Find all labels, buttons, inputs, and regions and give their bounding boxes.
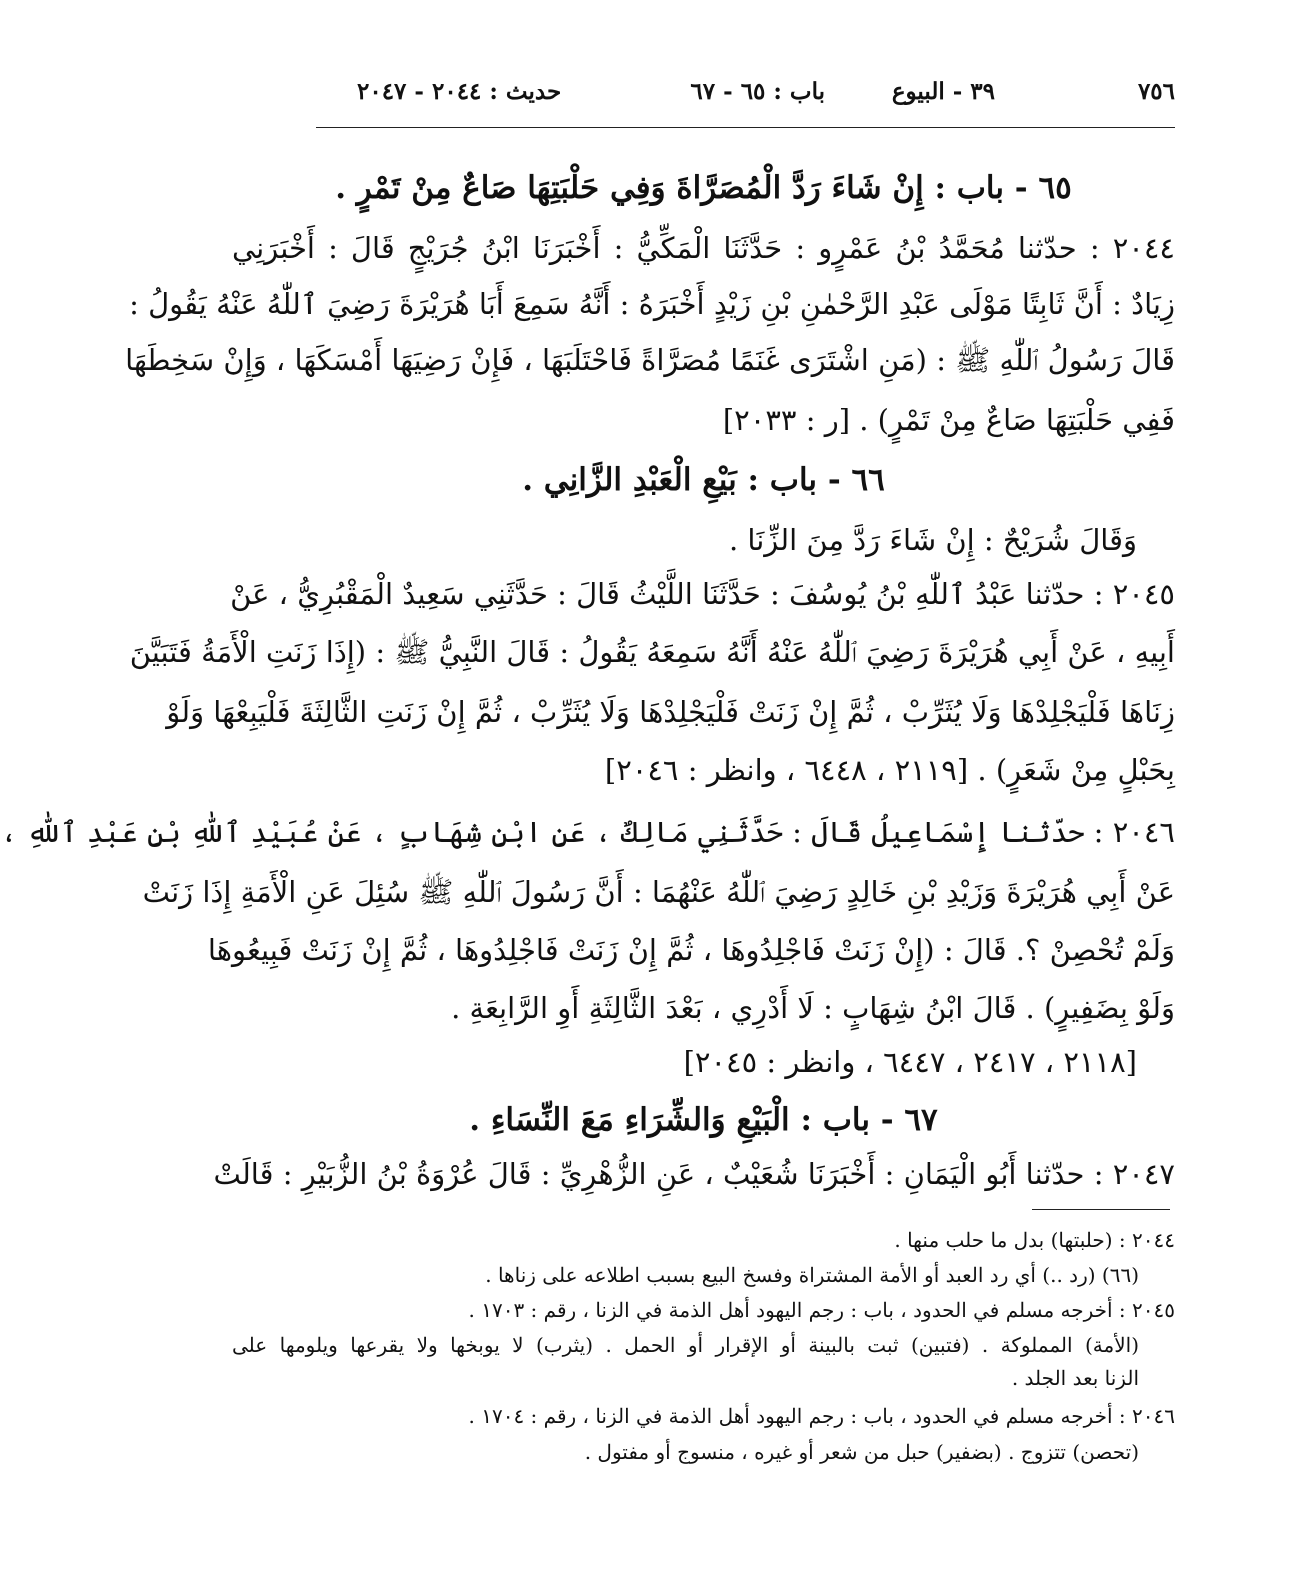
page-number: ٧٥٦ xyxy=(1137,78,1175,105)
hadith-2046-references: [٢١١٨ ، ٢٤١٧ ، ٦٤٤٧ ، وانظر : ٢٠٤٥] xyxy=(683,1045,1137,1079)
hadith-2044-line-4: فَفِي حَلْبَتِهَا صَاعٌ مِنْ تَمْرٍ) . [ر : ٢٠٣٣] xyxy=(722,403,1175,437)
footnote-line: الزنا بعد الجلد . xyxy=(1011,1366,1139,1390)
hadith-2046-line-1: ٢٠٤٦ : حدّثنا إِسْمَاعِيلُ قَالَ : حَدَّثَنِي مَالِكٌ ، عَنِ ابْنِ شِهَابٍ ، عَنْ عُبَيْدِ ٱللّٰهِ بْنِ عَبْدِ ٱللّٰهِ ، xyxy=(0,815,1175,849)
chapter-66-note: وَقَالَ شُرَيْحٌ : إِنْ شَاءَ رَدَّ مِنَ الزِّنَا . xyxy=(728,523,1137,557)
chapter-heading-67: ٦٧ - باب : الْبَيْعِ وَالشِّرَاءِ مَعَ النِّسَاءِ . xyxy=(469,1102,938,1138)
hadith-range: حديث : ٢٠٤٤ - ٢٠٤٧ xyxy=(357,78,562,105)
hadith-2045-line-1: ٢٠٤٥ : حدّثنا عَبْدُ ٱللّٰهِ بْنُ يُوسُفَ : حَدَّثَنَا اللَّيْثُ قَالَ : حَدَّثَنِي سَعِيدٌ الْمَقْبُرِيُّ ، عَنْ xyxy=(230,577,1175,611)
header-divider xyxy=(316,127,1175,128)
hadith-2044-line-1: ٢٠٤٤ : حدّثنا مُحَمَّدُ بْنُ عَمْرٍو : حَدَّثَنَا الْمَكِّيُّ : أَخْبَرَنَا ابْنُ جُرَيْجٍ قَالَ : أَخْبَرَنِي xyxy=(232,231,1175,265)
book-title: ٣٩ - البيوع xyxy=(891,78,995,105)
hadith-2045-line-2: أَبِيهِ ، عَنْ أَبِي هُرَيْرَةَ رَضِيَ ٱللّٰهُ عَنْهُ أَنَّهُ سَمِعَهُ يَقُولُ : قَالَ النَّبِيُّ ﷺ : (إِذَا زَنَتِ الْأَمَةُ فَتَبَيَّنَ xyxy=(129,635,1175,669)
footnote-line: ٢٠٤٤ : (حلبتها) بدل ما حلب منها . xyxy=(894,1228,1175,1252)
hadith-2044-line-3: قَالَ رَسُولُ ٱللّٰهِ ﷺ : (مَنِ اشْتَرَى غَنَمًا مُصَرَّاةً فَاحْتَلَبَهَا ، فَإِنْ رَضِيَهَا أَمْسَكَهَا ، وَإِنْ سَخِطَهَا xyxy=(125,343,1175,377)
hadith-2046-line-4: وَلَوْ بِضَفِيرٍ) . قَالَ ابْنُ شِهَابٍ : لَا أَدْرِي ، بَعْدَ الثَّالِثَةِ أَوِ الرَّابِعَةِ . xyxy=(451,991,1175,1025)
footnote-line: ٢٠٤٦ : أخرجه مسلم في الحدود ، باب : رجم اليهود أهل الذمة في الزنا ، رقم : ١٧٠٤ . xyxy=(468,1404,1175,1428)
hadith-2046-line-3: وَلَمْ تُحْصِنْ ؟. قَالَ : (إِنْ زَنَتْ فَاجْلِدُوهَا ، ثُمَّ إِنْ زَنَتْ فَاجْلِدُوهَا ، ثُمَّ إِنْ زَنَتْ فَبِيعُوهَا xyxy=(207,933,1175,967)
bab-range: باب : ٦٥ - ٦٧ xyxy=(690,78,825,105)
hadith-2044-line-2: زِيَادٌ : أَنَّ ثَابِتًا مَوْلَى عَبْدِ الرَّحْمٰنِ بْنِ زَيْدٍ أَخْبَرَهُ : أَنَّهُ سَمِعَ أَبَا هُرَيْرَةَ رَضِيَ ٱللّٰهُ عَنْهُ يَقُولُ : xyxy=(129,287,1175,321)
footnote-line: ٢٠٤٥ : أخرجه مسلم في الحدود ، باب : رجم اليهود أهل الذمة في الزنا ، رقم : ١٧٠٣ . xyxy=(468,1298,1175,1322)
chapter-heading-65: ٦٥ - باب : إِنْ شَاءَ رَدَّ الْمُصَرَّاةَ وَفِي حَلْبَتِهَا صَاعٌ مِنْ تَمْرٍ . xyxy=(335,170,1072,206)
hadith-2046-line-2: عَنْ أَبِي هُرَيْرَةَ وَزَيْدِ بْنِ خَالِدٍ رَضِيَ ٱللّٰهُ عَنْهُمَا : أَنَّ رَسُولَ ٱللّٰهِ ﷺ سُئِلَ عَنِ الْأَمَةِ إِذَا زَنَتْ xyxy=(142,875,1175,909)
footnote-line: (٦٦) (رد ..) أي رد العبد أو الأمة المشتراة وفسخ البيع بسبب اطلاعه على زناها . xyxy=(485,1263,1139,1287)
running-header xyxy=(357,78,1175,114)
footnote-divider xyxy=(1032,1209,1170,1210)
hadith-2045-line-4: بِحَبْلٍ مِنْ شَعَرٍ) . [٢١١٩ ، ٦٤٤٨ ، وانظر : ٢٠٤٦] xyxy=(604,753,1175,787)
hadith-2047-line-1: ٢٠٤٧ : حدّثنا أَبُو الْيَمَانِ : أَخْبَرَنَا شُعَيْبٌ ، عَنِ الزُّهْرِيِّ : قَالَ عُرْوَةُ بْنُ الزُّبَيْرِ : قَالَتْ xyxy=(213,1157,1175,1191)
footnote-line: (تحصن) تتزوج . (بضفير) حبل من شعر أو غيره ، منسوج أو مفتول . xyxy=(584,1440,1139,1464)
chapter-heading-66: ٦٦ - باب : بَيْعِ الْعَبْدِ الزَّانِي . xyxy=(522,462,885,498)
hadith-2045-line-3: زِنَاهَا فَلْيَجْلِدْهَا وَلَا يُثَرِّبْ ، ثُمَّ إِنْ زَنَتْ فَلْيَجْلِدْهَا وَلَا يُثَرِّبْ ، ثُمَّ إِنْ زَنَتِ الثَّالِثَةَ فَلْيَبِعْهَا وَلَوْ xyxy=(166,695,1175,729)
footnote-line: (الأمة) المملوكة . (فتبين) ثبت بالبينة أو الإقرار أو الحمل . (يثرب) لا يوبخها ولا يقرعها ويلومها على xyxy=(232,1333,1139,1357)
